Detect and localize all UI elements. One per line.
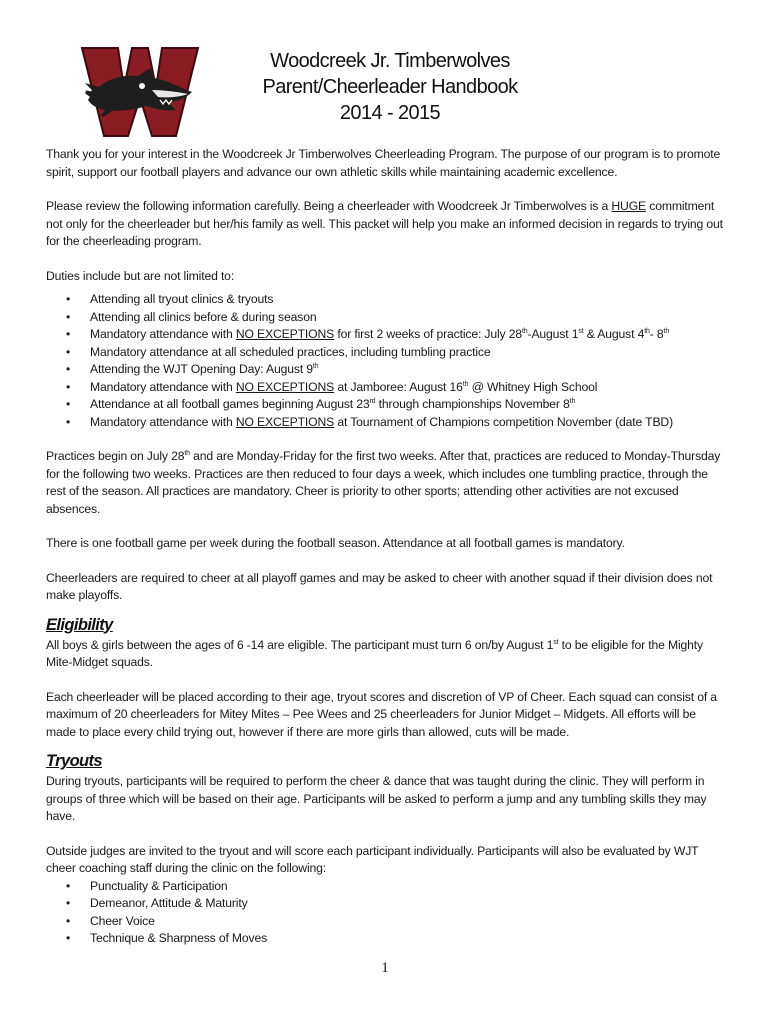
superscript: th <box>521 327 528 335</box>
intro-paragraph-1: Thank you for your interest in the Woodcreek Jr Timberwolves Cheerleading Program. The purpose of our program is to promote spirit, support our football players and advance our own athletic skills while maintaining academic excellence. <box>46 147 721 179</box>
practices-text: and are Monday-Friday for the first two weeks. After that, practices are reduced to Monday-Thursday for the following two weeks. Practices are then reduced to four days a week, which includes one tumbling practice, through the rest of the season. All practices are mandatory. Cheer is priority to other sports; attending other activities are not excused absences. <box>46 449 721 516</box>
superscript: st <box>578 327 584 335</box>
intro-text: commitment not only for the cheerleader but her/his family as well. This packet will help you make an informed decision in regards to trying out for the cheerleading program. <box>46 199 723 248</box>
duty-text: at Tournament of Champions competition November (date TBD) <box>334 414 673 429</box>
duties-intro: Duties include but are not limited to: <box>46 268 235 283</box>
no-exceptions-text: NO EXCEPTIONS <box>235 379 335 394</box>
superscript: th <box>312 362 319 370</box>
page-number: 1 <box>381 960 389 976</box>
intro-text: Please review the following information carefully. Being a cheerleader with Woodcreek Jr Timberwolves is a <box>46 199 612 213</box>
intro-paragraph-2 <box>46 198 726 251</box>
eligibility-paragraph-1 <box>46 637 726 672</box>
criteria-item: • Technique & Sharpness of Moves <box>90 930 726 948</box>
playoffs-paragraph: Cheerleaders are required to cheer at all playoff games and may be asked to cheer with another squad if their division does not make playoffs. <box>46 570 713 602</box>
superscript: th <box>184 449 190 457</box>
practices-paragraph <box>46 448 726 518</box>
tryout-criteria-list <box>46 878 726 948</box>
duty-item <box>90 379 726 397</box>
tryouts-paragraph-1: During tryouts, participants will be required to perform the cheer & dance that was taught during the clinic. They will perform in groups of three which will be based on their age. Participants will be asked to perform a jump and any tumbling skills they may have. <box>46 774 707 823</box>
superscript: rd <box>369 397 376 405</box>
logo-wolf-eye <box>139 83 145 89</box>
duties-list <box>46 291 726 431</box>
duty-item: • Attending all tryout clinics & tryouts <box>90 291 726 309</box>
superscript: th <box>462 380 469 388</box>
duty-text: Attendance at all football games beginning August 23 <box>90 397 370 411</box>
duty-text: Mandatory attendance with <box>90 414 236 429</box>
no-exceptions-text: NO EXCEPTIONS <box>235 414 335 429</box>
eligibility-heading: Eligibility <box>46 615 113 634</box>
duty-text: Attending the WJT Opening Day: August 9 <box>90 362 313 376</box>
eligibility-text: All boys & girls between the ages of 6 -14 are eligible. The participant must turn 6 on/by August 1 <box>46 637 554 652</box>
superscript: th <box>663 327 670 335</box>
duty-item <box>90 361 726 379</box>
duty-item: • Attending all clinics before & during season <box>90 309 726 327</box>
practices-text: Practices begin on July 28 <box>46 449 185 463</box>
duty-item <box>90 326 726 344</box>
duty-text: for first 2 weeks of practice: July 28 <box>334 327 522 341</box>
criteria-item: • Cheer Voice <box>90 913 726 931</box>
eligibility-text: to be eligible for the Mighty Mite-Midget squads. <box>46 637 703 669</box>
duty-item: • Mandatory attendance at all scheduled practices, including tumbling practice <box>90 344 726 362</box>
duty-text: through championships November 8 <box>375 397 570 411</box>
no-exceptions-text: NO EXCEPTIONS <box>235 327 335 341</box>
superscript: th <box>644 327 650 335</box>
duty-text: at Jamboree: August 16 <box>334 379 463 394</box>
duty-text: & August 4 <box>583 327 645 341</box>
duty-text: -August 1 <box>527 327 579 341</box>
criteria-item: • Demeanor, Attitude & Maturity <box>90 895 726 913</box>
duty-item <box>90 396 726 414</box>
handbook-title <box>210 48 570 126</box>
eligibility-paragraph-2: Each cheerleader will be placed according to their age, tryout scores and discretion of VP of Cheer. Each squad can consist of a maximum of 20 cheerleaders for Mitey Mites – Pee Wees and 25 cheerleaders for Junior Midget – Midgets. All efforts will be made to place every child trying out, however if there are more girls than allowed, cuts will be made. <box>46 689 717 739</box>
title-line-2: Parent/Cheerleader Handbook <box>262 76 518 98</box>
handbook-body <box>46 146 726 965</box>
title-line-3: 2014 - 2015 <box>339 102 441 124</box>
timberwolves-w-logo <box>80 40 200 140</box>
football-games-paragraph: There is one football game per week during the football season. Attendance at all football games is mandatory. <box>46 536 625 550</box>
duty-text: Mandatory attendance with <box>90 379 236 394</box>
tryouts-heading: Tryouts <box>46 752 103 770</box>
superscript: th <box>569 397 576 405</box>
duty-text: Mandatory attendance with <box>90 327 236 341</box>
title-line-1: Woodcreek Jr. Timberwolves <box>270 50 510 72</box>
superscript: st <box>553 638 559 646</box>
duty-item <box>90 414 726 432</box>
criteria-item: • Punctuality & Participation <box>90 878 726 896</box>
duty-text: @ Whitney High School <box>468 379 598 394</box>
tryouts-paragraph-2: Outside judges are invited to the tryout and will score each participant individually. Participants will also be evaluated by WJT cheer coaching staff during the clinic on the following: <box>46 843 699 875</box>
huge-emphasis: HUGE <box>611 199 647 213</box>
duty-text: - 8 <box>649 327 664 341</box>
